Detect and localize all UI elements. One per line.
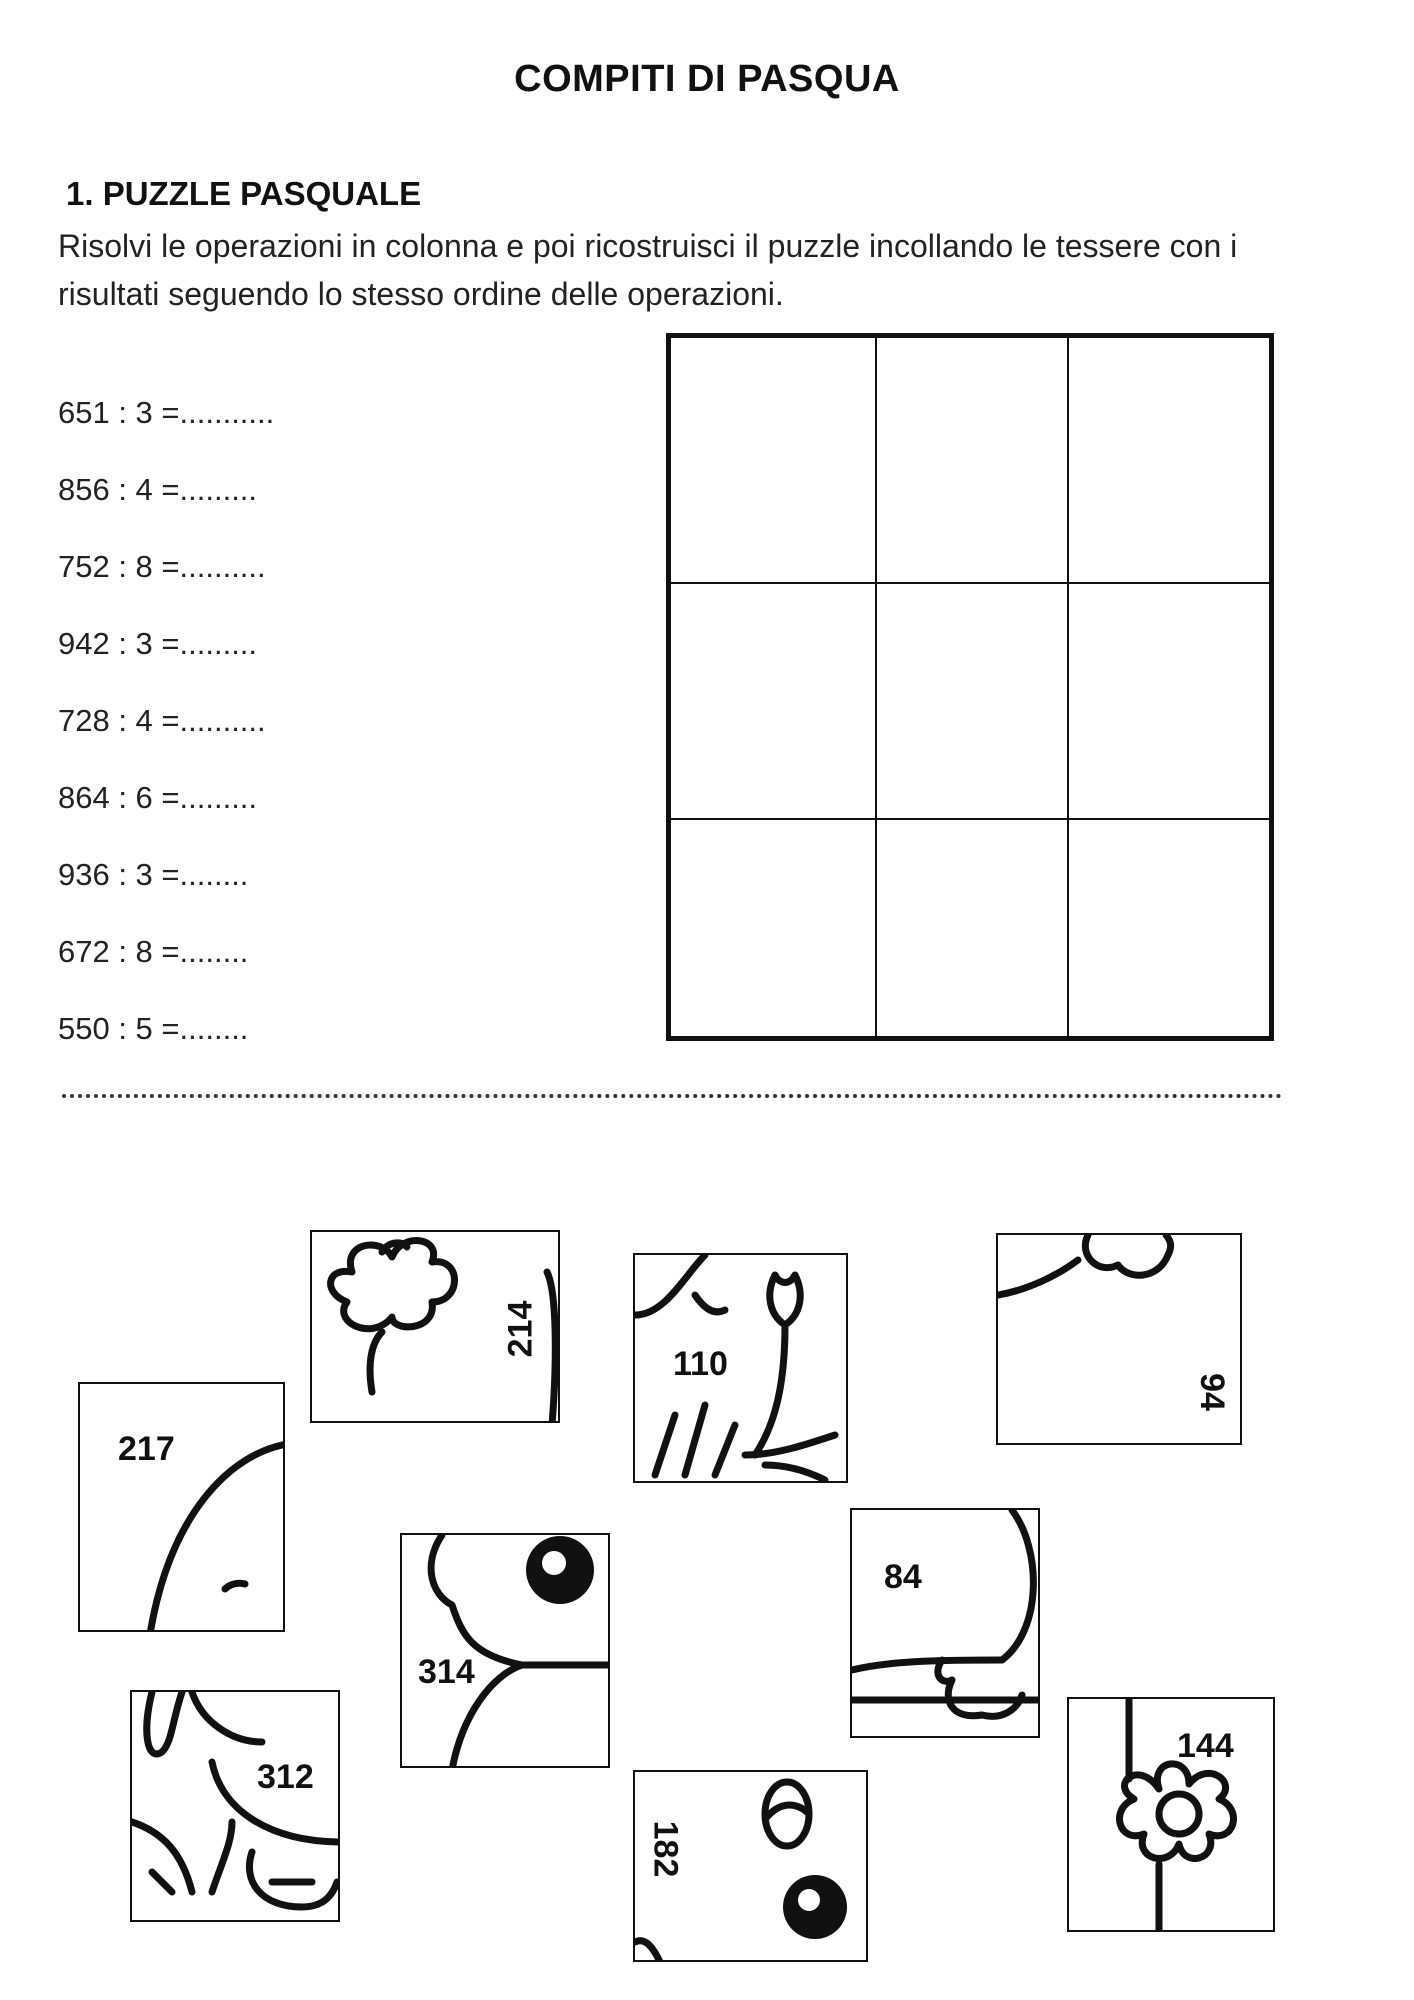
egg-curve-icon <box>80 1384 285 1632</box>
operation-item: 550 : 5 =........ <box>58 1011 249 1046</box>
operation-item: 864 : 6 =......... <box>58 780 258 815</box>
puzzle-tile-84[interactable] <box>850 1508 1040 1738</box>
grid-line <box>671 818 1269 820</box>
tile-number: 110 <box>673 1345 728 1383</box>
grid-line <box>671 582 1269 584</box>
operation-item: 651 : 3 =........... <box>58 395 275 430</box>
puzzle-tile-314[interactable] <box>400 1533 610 1768</box>
tile-number: 312 <box>257 1758 314 1796</box>
operation-item: 942 : 3 =......... <box>58 626 258 661</box>
tile-number: 182 <box>646 1820 685 1878</box>
puzzle-tile-312[interactable] <box>130 1690 340 1922</box>
page-title: COMPITI DI PASQUA <box>514 58 900 100</box>
puzzle-tile-217[interactable] <box>78 1382 285 1632</box>
grid-line <box>1067 338 1069 1036</box>
tile-number: 217 <box>118 1430 175 1468</box>
daisy-flower-icon <box>1069 1699 1275 1932</box>
operation-item: 936 : 3 =........ <box>58 857 249 892</box>
tile-number: 94 <box>1192 1373 1231 1411</box>
operation-item: 728 : 4 =.......... <box>58 703 266 738</box>
operation-item: 856 : 4 =......... <box>58 472 258 507</box>
puzzle-tile-214[interactable] <box>310 1230 560 1423</box>
tile-number: 144 <box>1177 1727 1234 1765</box>
section-heading: 1. PUZZLE PASQUALE <box>66 175 422 212</box>
instructions: Risolvi le operazioni in colonna e poi ricostruisci il puzzle incollando le tessere con i risultati seguendo lo stesso ordine delle operazioni. <box>58 228 1238 312</box>
flower-grass-icon <box>635 1255 848 1483</box>
cut-line-divider <box>62 1094 1282 1098</box>
tile-number: 314 <box>418 1653 475 1691</box>
flower-icon <box>998 1235 1242 1445</box>
puzzle-tile-182[interactable] <box>633 1770 868 1962</box>
tile-number: 84 <box>884 1558 922 1596</box>
tile-number: 214 <box>501 1300 540 1358</box>
chick-grass-icon <box>132 1692 340 1922</box>
operation-item: 672 : 8 =........ <box>58 934 249 969</box>
operation-item: 752 : 8 =.......... <box>58 549 266 584</box>
puzzle-tile-94[interactable] <box>996 1233 1242 1445</box>
grid-line <box>875 338 877 1036</box>
puzzle-grid[interactable] <box>666 333 1274 1041</box>
puzzle-tile-144[interactable] <box>1067 1697 1275 1932</box>
chick-eye-icon <box>402 1535 610 1768</box>
operations-list <box>58 393 274 1086</box>
puzzle-tile-110[interactable] <box>633 1253 848 1483</box>
chick-foot-icon <box>852 1510 1040 1738</box>
